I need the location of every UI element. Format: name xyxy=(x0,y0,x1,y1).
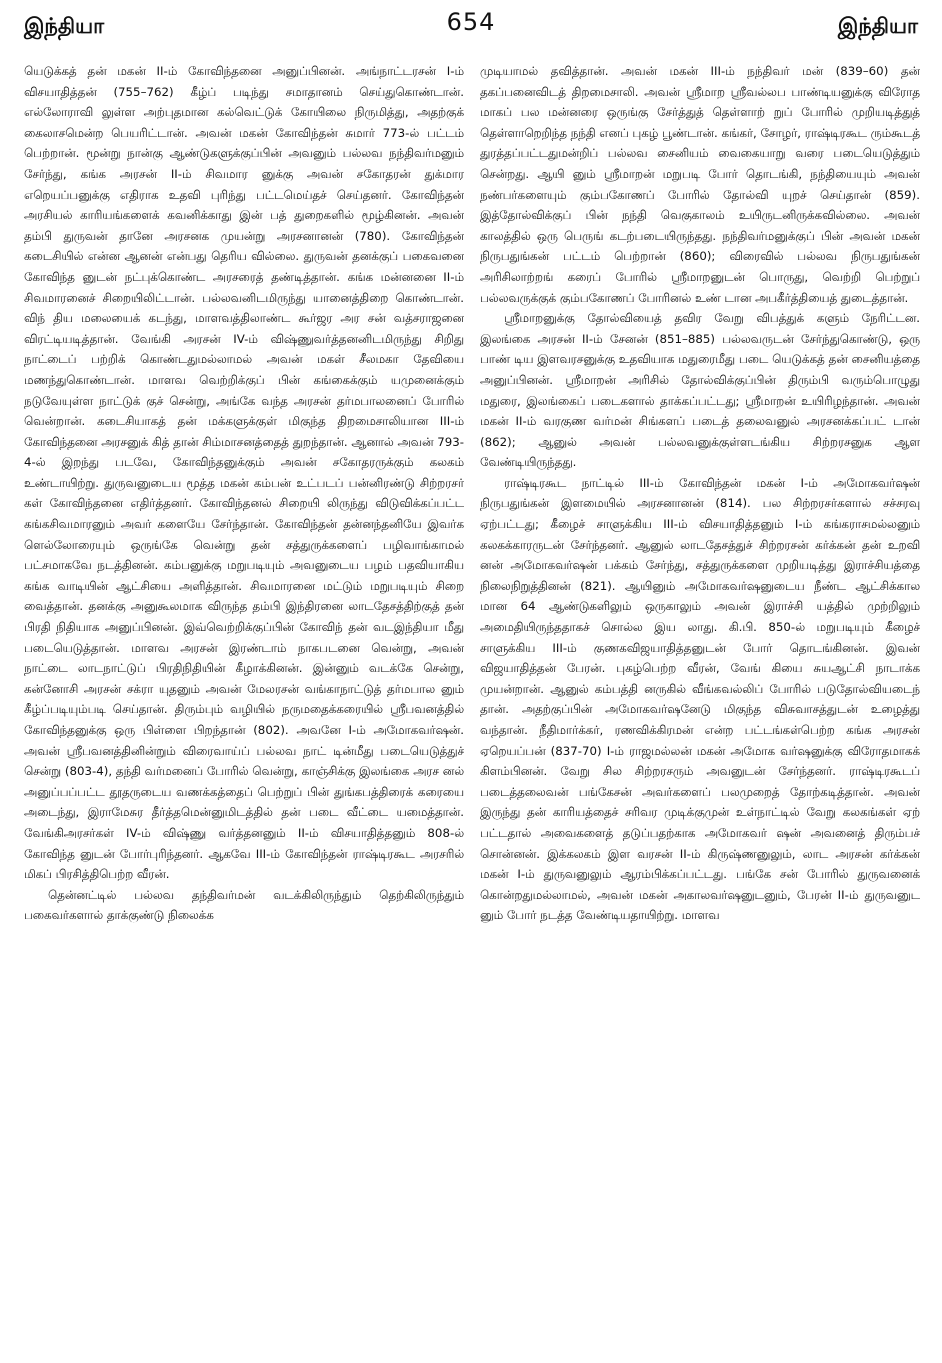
running-head-left: இந்தியா xyxy=(24,14,105,38)
paragraph: முடியாமல் தவித்தான். அவன் மகன் III-ம் நந்திவர் மன் (839–60) தன் தகப்பனைவிடத் திறமைசாலி. அவன் ஸ்ரீமாற ஸ்ரீவல்லப பாண்டியனுக்கு விரோத மாகப் பல மன்னரை ஒருங்கு சேர்த்துத் தெள்ளாற் றுப் போரில் முறியடித்துத் தெள்ளாறெறிந்த நந்தி எனப் புகழ் பூண்டான். கங்கர், சோழர், ராஷ்டிரகூட ரும்கூடத் துரத்தப்பட்டதுமன்றிப் பல்லவ சைனியம் வைகையாறு வரை படையெடுத்தும் சென்றது. ஆயி னும் ஸ்ரீமாறன் மறுபடி போர் தொடங்கி, நந்தியையும் அவன் நண்பர்களையும் கும்பகோணப் போரில் தோல்வி யுறச் செய்தான் (859). இத்தோல்விக்குப் பின் நந்தி வெகுகாலம் உயிருடனிருக்கவில்லை. அவன் காலத்தில் ஒரு பெருங் கடற்படையிருந்தது. நந்திவர்மனுக்குப் பின் அவன் மகன் நிருபதுங்கன் பட்டம் பெற்றான் (860); விரைவில் பல்லவ நிருபதுங்கன் அரிசிலாற்றங் கரைப் போரில் ஸ்ரீமாறனுடன் பொருது, வெற்றி பெற்றுப் பல்லவருக்குக் கும்பகோணப் போரினல் உண் டான அபகீர்த்தியைத் துடைத்தான். xyxy=(480,64,920,305)
paragraph: ராஷ்டிரகூட நாட்டில் III-ம் கோவிந்தன் மகன் I-ம் அமோகவர்ஷன் நிருபதுங்கன் இளமையில் அரசனானன் (814). பல சிற்றரசர்களால் சச்சரவு ஏற்பட்டது; கீழைச் சாளுக்கிய III-ம் விசயாதித்தனும் I-ம் கங்கராசமல்லனும் கலகக்காரருடன் சேர்ந்தனர். ஆனுல் லாடதேசத்துச் சிற்றரசன் கர்க்கன் தன் உறவி னன் அமோகவர்ஷன் பக்கம் சேர்ந்து, சத்துருக்களை முறியடித்து இராச்சியத்தை நிலைநிறுத்தினன் (821). ஆயினும் அமோகவர்ஷனுடைய நீண்ட ஆட்சிக்கால மான 64 ஆண்டுகளிலும் ஒருகாலும் அவன் இராச்சி யத்தில் முற்றிலும் அமைதியிருந்ததாகச் சொல்ல இய லாது. கி.பி. 850-ல் மறுபடியும் கீழைச் சாளுக்கிய III-ம் குணகவிஜயாதித்தனுடன் போர் தொடங்கினன். இவன் விஜயாதித்தன் பேரன். புகழ்பெற்ற வீரன், வேங் கியை சுயஆட்சி நாடாக்க முயன்றான். ஆனுல் கம்பத்தி னருகில் வீங்கவல்லிப் போரில் படுதோல்வியடைந் தான். அதற்குப்பின் அமோகவர்ஷனேடு மிகுந்த விசுவாசத்துடன் உழைத்து வந்தான். நீதிமார்க்கர், ரணவிக்கிரமன் என்ற பட்டங்கள்பெற்ற கங்க அரசன் ஏறெயப்பன் (837-70) I-ம் ராஜமல்லன் மகன் அமோக வர்ஷனுக்கு விரோதமாகக் கிளம்பினன். வேறு சில சிற்றரசரும் அவனுடன் சேர்ந்தனர். ராஷ்டிரகூடப் படைத்தலைவன் பங்கேசன் அவர்களைப் பலமுறைத் தோற்கடித்தான். அவன் இருந்து தன் காரியத்தைச் சரிவர முடிக்குமுன் உள்நாட்டில் வேறு கலகங்கள் ஏற் பட்டதால் அவைகளைத் தடுப்பதற்காக அமோகவர் ஷன் அவனைத் திரும்பச் சொன்னன். இக்கலகம் இள வரசன் II-ம் கிருஷ்ணனுலும், லாட அரசன் கர்க்கன் மகன் I-ம் துருவனுலும் ஆரம்பிக்கப்பட்டது. பங்கே சன் போரில் துருவனைக் கொன்றதுமல்லாமல், அவன் மகன் அகாலவர்ஷனுடனும், பேரன் II-ம் துருவனுட னும் போர் நடத்த வேண்டியதாயிற்று. மாளவ xyxy=(480,475,920,923)
left-column xyxy=(24,61,464,1357)
running-head-right: இந்தியா xyxy=(837,14,918,38)
page-header xyxy=(24,8,918,50)
paragraph: ஸ்ரீமாறனுக்கு தோல்வியைத் தவிர வேறு விபத்துக் களும் நேரிட்டன. இலங்கை அரசன் II-ம் சேனன் (851–885) பல்லவருடன் சேர்ந்துகொண்டு, ஒரு பாண் டிய இளவரசனுக்கு உதவியாக மதுரைமீது படை யெடுக்கத் தன் சைனியத்தை அனுப்பினன். ஸ்ரீமாறன் அரிசில் தோல்விக்குப்பின் திரும்பி வரும்பொழுது மதுரை, இலங்கைப் படைகளால் தாக்கப்பட்டது; ஸ்ரீமாறன் உயிரிழந்தான். அவன் மகன் II-ம் வரகுண வர்மன் சிங்களப் படைத் தலைவனுல் அரசனக்கப்பட் டான் (862); ஆனுல் அவன் பல்லவனுக்குள்ளடங்கிய சிற்றரசனுக ஆள வேண்டியிருந்தது. xyxy=(480,311,920,470)
right-column xyxy=(480,61,920,1357)
paragraph: தென்னட்டில் பல்லவ தந்திவர்மன் வடக்கிலிருந்தும் தெற்கிலிருந்தும் பகைவர்களால் தாக்குண்டு நிலைக்க xyxy=(24,887,464,923)
page-number: 654 xyxy=(446,8,496,36)
paragraph: யெடுக்கத் தன் மகன் II-ம் கோவிந்தனை அனுப்பினன். அங்நாட்டரசன் I-ம் விசயாதித்தன் (755–762) கீழ்ப் படிந்து சமாதானம் செய்துகொண்டான். எல்லோராவி லுள்ள அற்புதமான கல்வெட்டுக் கோயிலை நிருமித்து, அதற்குக் கைலாசமென்ற பெயரிட்டான். அவன் மகன் கோவிந்தன் சுமார் 773-ல் பட்டம் பெற்றான். மூன்று நான்கு ஆண்டுகளுக்குப்பின் அவனும் பல்லவ நந்திவர்மனும் சேர்ந்து, கங்க அரசன் II-ம் சிவமார னுக்கு அவன் சகோதரன் துக்மார எறெயப்பனுக்கு எதிராக உதவி புரிந்து பட்டமெய்தச் செய்தனர். கோவிந்தன் அரசியல் காரியங்களைக் கவனிக்காது இன் பத் துறைகளில் மூழ்கினன். அவன் தம்பி துருவன் தானே அரசனக முயன்று அரசனானன் (780). கோவிந்தன் கடைசியில் என்ன ஆனன் என்பது தெரிய வில்லை. துருவன் தனக்குப் பகைவனை கோவிந்த னுடன் நட்புக்கொண்ட அரசரைத் தண்டித்தான். கங்க மன்னனை II-ம் சிவமாரனைச் சிறையிலிட்டான். பல்லவனிடமிருந்து யானைத்திறை கொண்டான். விந் திய மலையைக் கடந்து, மாளவத்திலாண்ட கூர்ஜர அர சன் வத்சராஜனை விரட்டியடித்தான். வேங்கி அரசன் IV-ம் விஷ்ணுவர்த்தனனிடமிருந்து சிறிது நாட்டைப் பற்றிக் கொண்டதுமல்லாமல் அவன் மகள் சீலமகா தேவியை மணந்துகொண்டான். மாளவ வெற்றிக்குப் பின் கங்கைக்கும் யமுனைக்கும் நடுவேயுள்ள நாட்டுக் குச் சென்று, அங்கே வந்த அரசன் தர்மபாலனைப் போரில் வென்றான். கடைசியாகத் தன் மக்களுக்குள் மிகுந்த திறமைசாலியான III-ம் கோவிந்தனை அரசனுக் கித் தான் சிம்மாசனத்தைத் துறந்தான். ஆனால் அவன் 793-4-ல் இறந்து படவே, கோவிந்தனுக்கும் அவன் சகோதரருக்கும் கலகம் உண்டாயிற்று. துருவனுடைய மூத்த மகன் கம்பன் உட்படப் பன்னிரண்டு சிற்றரசர் கள் கோவிந்தனை எதிர்த்தனர். கோவிந்தனல் சிறையி லிருந்து விடுவிக்கப்பட்ட கங்கசிவமாரனும் அவர் களையே சேர்ந்தான். கோவிந்தன் தன்னந்தனியே இவர்க ளெல்லோரையும் ஒருங்கே வென்று தன் சத்துருக்களைப் பழிவாங்காமல் பட்சமாகவே நடத்தினன். கம்பனுக்கு மறுபடியும் அவனுடைய பழம் பதவியாகிய கங்க வாடியின் ஆட்சியை அளித்தான். சிவமாரனை மட்டும் மறுபடியும் சிறை வைத்தான். தனக்கு அனுகூலமாக விருந்த தம்பி இந்திரனை லாடதேசத்திற்குத் தன் பிரதி நிதியாக அனுப்பினன். இவ்வெற்றிக்குப்பின் கோவிந் தன் வடஇந்தியா மீது படையெடுத்தான். மாளவ அரசன் இரண்டாம் நாகபடனை வென்று, அவன் நாட்டை லாடநாட்டுப் பிரதிநிதியின் கீழாக்கினன். இன்னும் வடக்கே சென்று, கன்னோசி அரசன் சக்ரா யுதனும் அவன் மேலரசன் வங்காநாட்டுத் தர்மபால னும் கீழ்ப்படியும்படி செய்தான். திரும்பும் வழியில் நருமதைக்கரையில் ஸ்ரீபவனத்தில் கோவிந்தனுக்கு ஒரு பிள்ளை பிறந்தான் (802). அவனே I-ம் அமோகவர்ஷன். அவன் ஸ்ரீபவனத்தினின்றும் விரைவாய்ப் பல்லவ நாட் டின்மீது படையெடுத்துச் சென்று (803-4), தந்தி வர்மனைப் போரில் வென்று, காஞ்சிக்கு இலங்கை அரச னல் அனுப்பப்பட்ட தூதருடைய வணக்கத்தைப் பெற்றுப் பின் துங்கபத்திரைக் கரையை அடைந்து, இராமேசுர தீர்த்தமென்னுமிடத்தில் தன் படை வீட்டை யமைத்தான். வேங்கிஅரசர்கள் IV-ம் விஷ்ணு வர்த்தனனும் II-ம் விசயாதித்தனும் 808-ல் கோவிந்த னுடன் போர்புரிந்தனர். ஆகவே III-ம் கோவிந்தன் ராஷ்டிரகூட அரசரில் மிகப் பிரசித்திபெற்ற வீரன். xyxy=(24,64,464,882)
